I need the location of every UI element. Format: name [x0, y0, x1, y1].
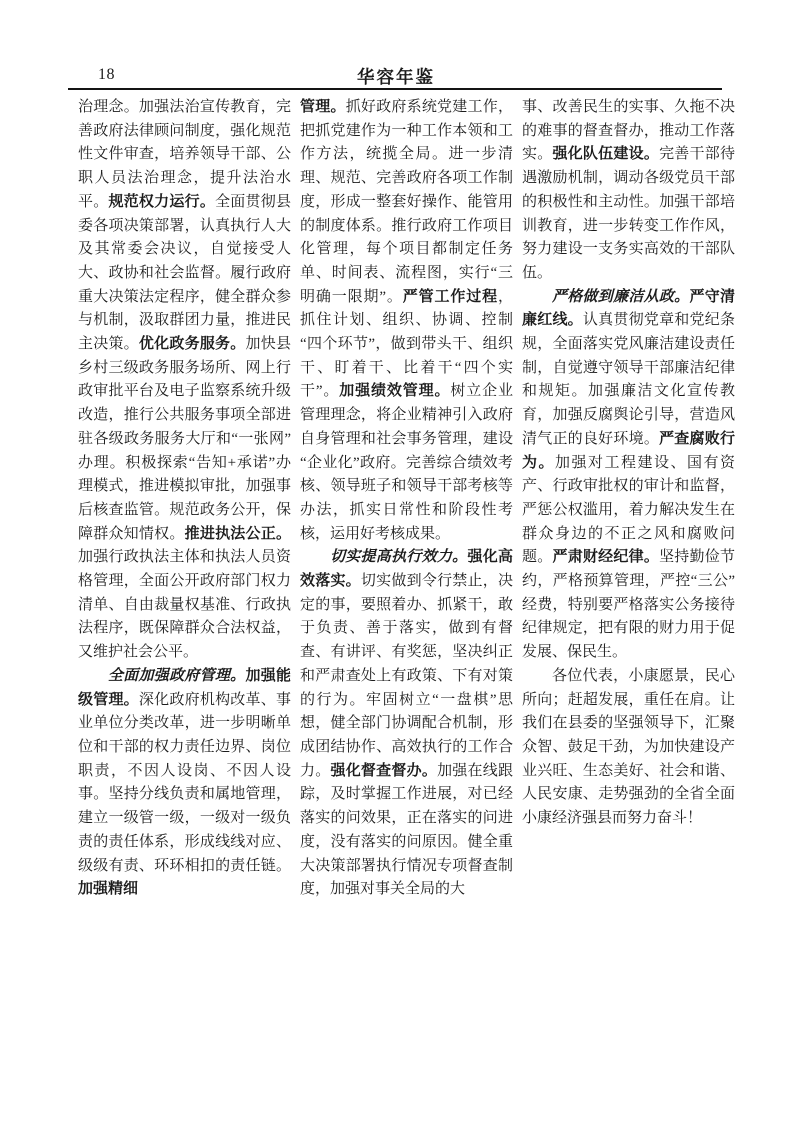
paragraph — [78, 96, 291, 665]
text-segment-lead: 严格做到廉洁从政。 — [552, 288, 690, 305]
text-column-2 — [300, 96, 513, 902]
text-segment-lead: 切实提高执行效力。 — [330, 549, 468, 566]
text-segment-normal: 加强在线跟踪，及时掌握工作进展，对已经落实的问效果，正在落实的问进度，没有落实的问原因。健全重大决策部署执行情况专项督查制度，加强对事关全局的大 — [300, 762, 513, 898]
text-segment-normal: 各位代表，小康愿景，民心所向；赶超发展，重任在肩。让我们在县委的坚强领导下，汇聚众智、鼓足干劲，为加快建设产业兴旺、生态美好、社会和谐、人民安康、走势强劲的全省全面小康经济强县而努力奋斗！ — [522, 667, 735, 827]
text-segment-normal: 坚持勤俭节约，严格预算管理，严控“三公”经费，特别要严格落实公务接待纪律规定，把有限的财力用于促发展、保民生。 — [522, 549, 735, 661]
text-segment-normal: 抓好政府系统党建工作，把抓党建作为一种工作本领和工作方法，统揽全局。进一步清理、规范、完善政府各项工作制度，形成一整套好操作、能管用的制度体系。推行政府工作项目化管理，每个项目都制定任务单、时间表、流程图，实行“三明确一限期”。 — [300, 99, 513, 305]
text-segment-lead: 全面加强政府管理。 — [108, 667, 246, 684]
text-segment-bold: 严查腐败行为。 — [522, 430, 735, 471]
text-segment-normal: 治理念。加强法治宣传教育，完善政府法律顾问制度，强化规范性文件审查，培养领导干部、公职人员法治理念，提升法治水平。 — [78, 99, 291, 210]
text-segment-bold: 强化督查督办。 — [330, 762, 438, 779]
page-number: 18 — [98, 66, 115, 83]
text-segment-bold: 严守清廉红线。 — [522, 288, 735, 329]
paragraph — [522, 96, 735, 286]
paragraph — [522, 286, 735, 665]
text-columns — [78, 96, 735, 902]
text-segment-normal: 切实做到令行禁止，决定的事，要照着办、抓紧干，敢于负责、善于落实，做到有督查、有讲评、有奖惩，坚决纠正和严肃查处上有政策、下有对策的行为。牢固树立“一盘棋”思想，健全部门协调配合机制，形成团结协作、高效执行的工作合力。 — [300, 573, 513, 779]
text-segment-bold: 规范权力运行。 — [108, 193, 216, 210]
paragraph — [78, 665, 291, 902]
text-segment-bold: 强化高效落实。 — [300, 549, 513, 590]
text-column-1 — [78, 96, 291, 902]
paragraph — [522, 665, 735, 831]
text-segment-normal: 加强行政执法主体和执法人员资格管理，全面公开政府部门权力清单、自由裁量权基准、行政执法程序，既保障群众合法权益，又维护社会公平。 — [78, 549, 291, 661]
text-segment-normal: ，抓住计划、组织、协调、控制“四个环节”，做到带头干、组织干、盯着干、比着干“四个实干”。 — [300, 288, 513, 400]
text-segment-bold: 优化政务服务。 — [138, 336, 246, 353]
text-segment-bold: 管理。 — [300, 99, 346, 115]
text-segment-normal: 认真贯彻党章和党纪条规，全面落实党风廉洁建设责任制，自觉遵守领导干部廉洁纪律和规矩。加强廉洁文化宣传教育，加强反腐舆论引导，营造风清气正的良好环境。 — [522, 312, 735, 447]
paragraph — [300, 546, 513, 902]
text-segment-bold: 严肃财经纪律。 — [552, 549, 660, 566]
text-segment-normal: 深化政府机构改革、事业单位分类改革，进一步明晰单位和干部的权力责任边界、岗位职责，不因人设岗、不因人设事。坚持分线负责和属地管理，建立一级管一级，一级对一级负责的责任体系，形成线线对应、级级有责、环环相扣的责任链。 — [78, 691, 291, 874]
text-segment-normal: 完善干部待遇激励机制，调动各级党员干部的积极性和主动性。加强干部培训教育，进一步转变工作作风，努力建设一支务实高效的干部队伍。 — [522, 146, 735, 281]
text-segment-bold: 加强绩效管理。 — [339, 383, 451, 400]
text-segment-normal: 事、改善民生的实事、久拖不决的难事的督查督办，推动工作落实。 — [522, 99, 735, 163]
text-segment-normal: 加快县乡村三级政务服务场所、网上行政审批平台及电子监察系统升级改造，推行公共服务事项全部进驻各级政务服务大厅和“一张网”办理。积极探索“告知+承诺”办理模式，推进模拟审批，加强事后核查监管。规范政务公开，保障群众知情权。 — [78, 336, 291, 542]
text-segment-normal: 树立企业管理理念，将企业精神引入政府自身管理和社会事务管理，建设“企业化”政府。完善综合绩效考核、领导班子和领导干部考核等办法，抓实日常性和阶段性考核，运用好考核成果。 — [300, 383, 513, 542]
text-segment-bold: 强化队伍建设。 — [552, 146, 660, 163]
text-column-3 — [522, 96, 735, 902]
paragraph — [300, 96, 513, 546]
running-head — [68, 64, 724, 88]
text-segment-normal: 全面贯彻县委各项决策部署，认真执行人大及其常委会决议，自觉接受人大、政协和社会监督。履行政府重大决策法定程序，健全群众参与机制，汲取群团力量，推进民主决策。 — [78, 193, 291, 353]
text-segment-bold: 加强能级管理。 — [78, 667, 291, 708]
text-segment-bold: 严管工作过程 — [402, 288, 498, 305]
header-rule — [68, 88, 722, 90]
text-segment-bold: 推进执法公正。 — [184, 525, 291, 542]
page-title: 华容年鉴 — [357, 67, 435, 87]
text-segment-normal: 加强对工程建设、国有资产、行政审批权的审计和监督，严惩公权滥用，着力解决发生在群众身边的不正之风和腐败问题。 — [522, 454, 735, 566]
text-segment-bold: 加强精细 — [78, 881, 139, 898]
